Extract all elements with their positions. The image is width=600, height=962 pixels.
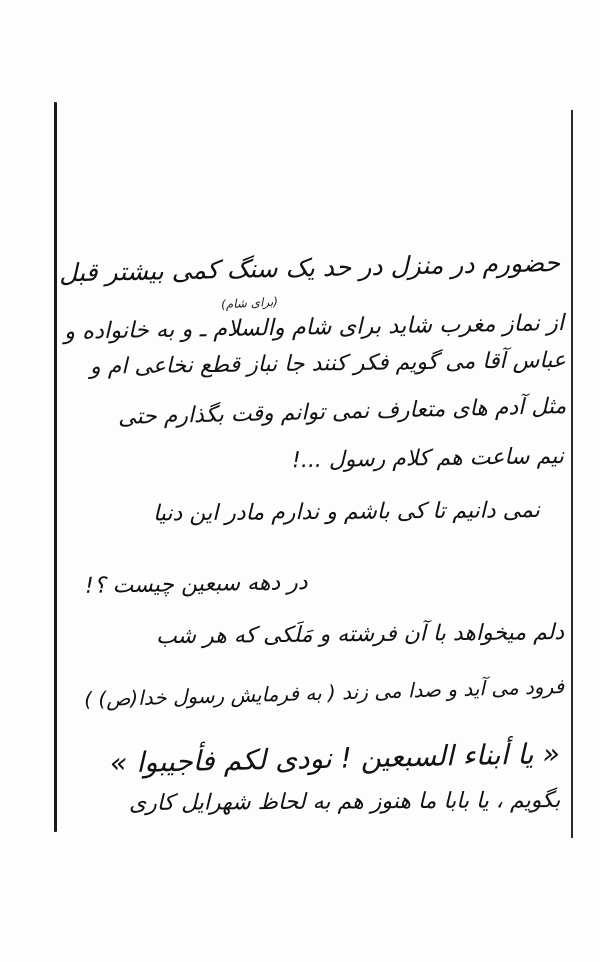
handwritten-line-2: از نماز مغرب شاید برای شام والسلام ـ و به خانواده و xyxy=(63,310,565,345)
handwritten-superscript-note: (برای شام) xyxy=(220,294,279,312)
handwritten-line-4: مثل آدم های متعارف نمی توانم وقت بگذارم حتی xyxy=(117,394,567,430)
handwritten-line-9: فرود می آید و صدا می زند ( به فرمایش رسول خدا(ص) ) xyxy=(83,674,565,712)
left-margin-line xyxy=(54,102,57,832)
handwritten-line-11: بگویم ، یا بابا ما هنوز هم به لحاظ شهرایل کاری xyxy=(128,788,561,817)
handwritten-line-8: دلم میخواهد با آن فرشته و مَلَکی که هر شب xyxy=(155,620,565,650)
handwritten-line-3: عباس آقا می گویم فکر کنند جا نباز قطع نخاعی ام و xyxy=(89,348,567,380)
handwritten-line-1: حضورم در منزل در حد یک سنگ کمی بیشتر قبل xyxy=(58,248,561,288)
handwritten-line-7: در دهه سبعین چیست ؟! xyxy=(85,570,309,599)
handwritten-line-5: نیم ساعت هم کلام رسول ...! xyxy=(291,444,565,474)
right-margin-line xyxy=(571,110,573,838)
handwritten-line-6: نمی دانیم تا کی باشم و ندارم مادر این دنیا xyxy=(153,498,541,527)
handwritten-line-10: « یا أبناء السبعین ! نودی لکم فأجیبوا » xyxy=(110,737,561,780)
